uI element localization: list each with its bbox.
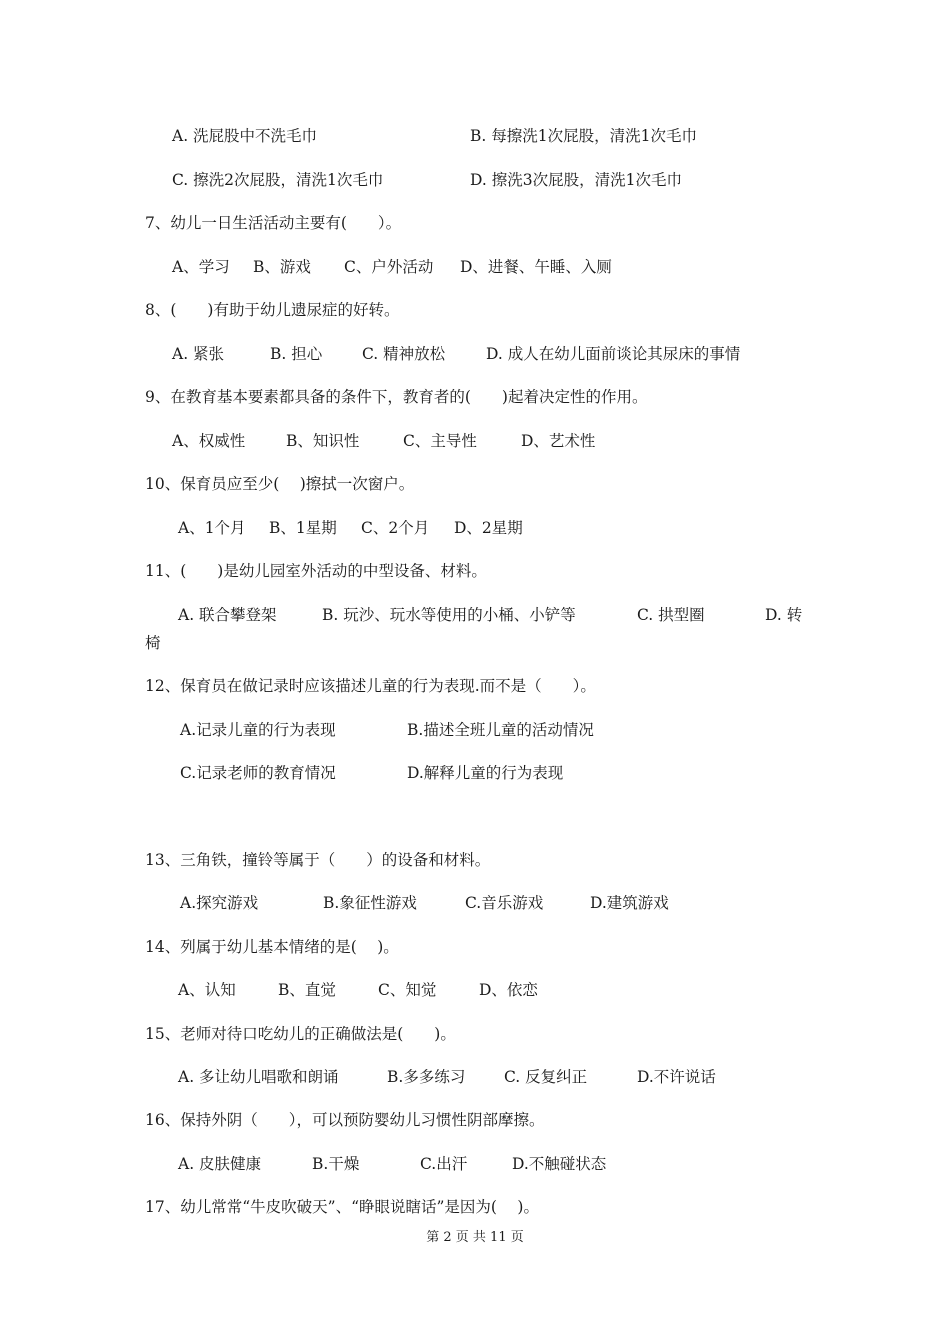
q12-option-c: C.记录老师的教育情况 xyxy=(180,764,336,782)
q9-option-a: A、权威性 xyxy=(172,432,246,450)
question-7-stem: 7、幼儿一日生活活动主要有( ）。 xyxy=(145,214,402,232)
question-14-stem: 14、列属于幼儿基本情绪的是( )。 xyxy=(145,938,399,956)
q11-option-d: D. 转 xyxy=(765,606,803,624)
q15-option-b: B.多多练习 xyxy=(387,1068,466,1086)
q14-option-d: D、依恋 xyxy=(479,981,538,999)
q13-option-d: D.建筑游戏 xyxy=(590,894,669,912)
q7-option-b: B、游戏 xyxy=(253,258,311,276)
q14-option-c: C、知觉 xyxy=(378,981,437,999)
q10-option-b: B、1星期 xyxy=(269,519,337,537)
q10-option-a: A、1个月 xyxy=(178,519,246,537)
q7-option-a: A、学习 xyxy=(172,258,230,276)
question-16-stem: 16、保持外阴（ ），可以预防婴幼儿习惯性阴部摩擦。 xyxy=(145,1111,545,1129)
q11-option-b: B. 玩沙、玩水等使用的小桶、小铲等 xyxy=(322,606,576,624)
question-12-stem: 12、保育员在做记录时应该描述儿童的行为表现.而不是（ ）。 xyxy=(145,677,596,695)
q14-option-b: B、直觉 xyxy=(278,981,336,999)
q16-option-c: C.出汗 xyxy=(420,1155,468,1173)
q6-option-b: B. 每擦洗1次屁股，清洗1次毛巾 xyxy=(470,127,697,145)
q16-option-b: B.干燥 xyxy=(312,1155,360,1173)
question-13-stem: 13、三角铁，撞铃等属于（ ）的设备和材料。 xyxy=(145,851,491,869)
q9-option-c: C、主导性 xyxy=(403,432,477,450)
q6-option-d: D. 擦洗3次屁股，清洗1次毛巾 xyxy=(470,171,682,189)
q8-option-a: A. 紧张 xyxy=(172,345,225,363)
q12-option-d: D.解释儿童的行为表现 xyxy=(407,764,564,782)
q7-option-d: D、进餐、午睡、入厕 xyxy=(460,258,612,276)
page-footer: 第 2 页 共 11 页 xyxy=(426,1230,524,1245)
question-11-stem: 11、( )是幼儿园室外活动的中型设备、材料。 xyxy=(145,562,487,580)
q7-option-c: C、户外活动 xyxy=(344,258,434,276)
q10-option-d: D、2星期 xyxy=(454,519,523,537)
q8-option-d: D. 成人在幼儿面前谈论其尿床的事情 xyxy=(486,345,741,363)
q11-option-d-wrap: 椅 xyxy=(145,634,161,652)
q12-option-a: A.记录儿童的行为表现 xyxy=(180,721,336,739)
q16-option-d: D.不触碰状态 xyxy=(512,1155,607,1173)
question-9-stem: 9、在教育基本要素都具备的条件下，教育者的( )起着决定性的作用。 xyxy=(145,388,648,406)
question-15-stem: 15、老师对待口吃幼儿的正确做法是( )。 xyxy=(145,1025,456,1043)
q15-option-d: D.不许说话 xyxy=(637,1068,716,1086)
q15-option-a: A. 多让幼儿唱歌和朗诵 xyxy=(178,1068,339,1086)
q14-option-a: A、认知 xyxy=(178,981,236,999)
question-8-stem: 8、( )有助于幼儿遗尿症的好转。 xyxy=(145,301,400,319)
q11-option-c: C. 拱型圈 xyxy=(637,606,705,624)
q13-option-a: A.探究游戏 xyxy=(180,894,259,912)
q9-option-b: B、知识性 xyxy=(286,432,360,450)
q6-option-c: C. 擦洗2次屁股，清洗1次毛巾 xyxy=(172,171,384,189)
q6-option-a: A. 洗屁股中不洗毛巾 xyxy=(172,127,318,145)
question-17-stem: 17、幼儿常常“牛皮吹破天”、“睁眼说瞎话”是因为( )。 xyxy=(145,1198,539,1216)
q9-option-d: D、艺术性 xyxy=(521,432,596,450)
q12-option-b: B.描述全班儿童的活动情况 xyxy=(407,721,594,739)
q13-option-c: C.音乐游戏 xyxy=(465,894,544,912)
q11-option-a: A. 联合攀登架 xyxy=(178,606,277,624)
q8-option-c: C. 精神放松 xyxy=(362,345,446,363)
q8-option-b: B. 担心 xyxy=(270,345,323,363)
q10-option-c: C、2个月 xyxy=(361,519,430,537)
q13-option-b: B.象征性游戏 xyxy=(323,894,417,912)
q16-option-a: A. 皮肤健康 xyxy=(178,1155,262,1173)
q15-option-c: C. 反复纠正 xyxy=(504,1068,588,1086)
question-10-stem: 10、保育员应至少( )擦拭一次窗户。 xyxy=(145,475,415,493)
